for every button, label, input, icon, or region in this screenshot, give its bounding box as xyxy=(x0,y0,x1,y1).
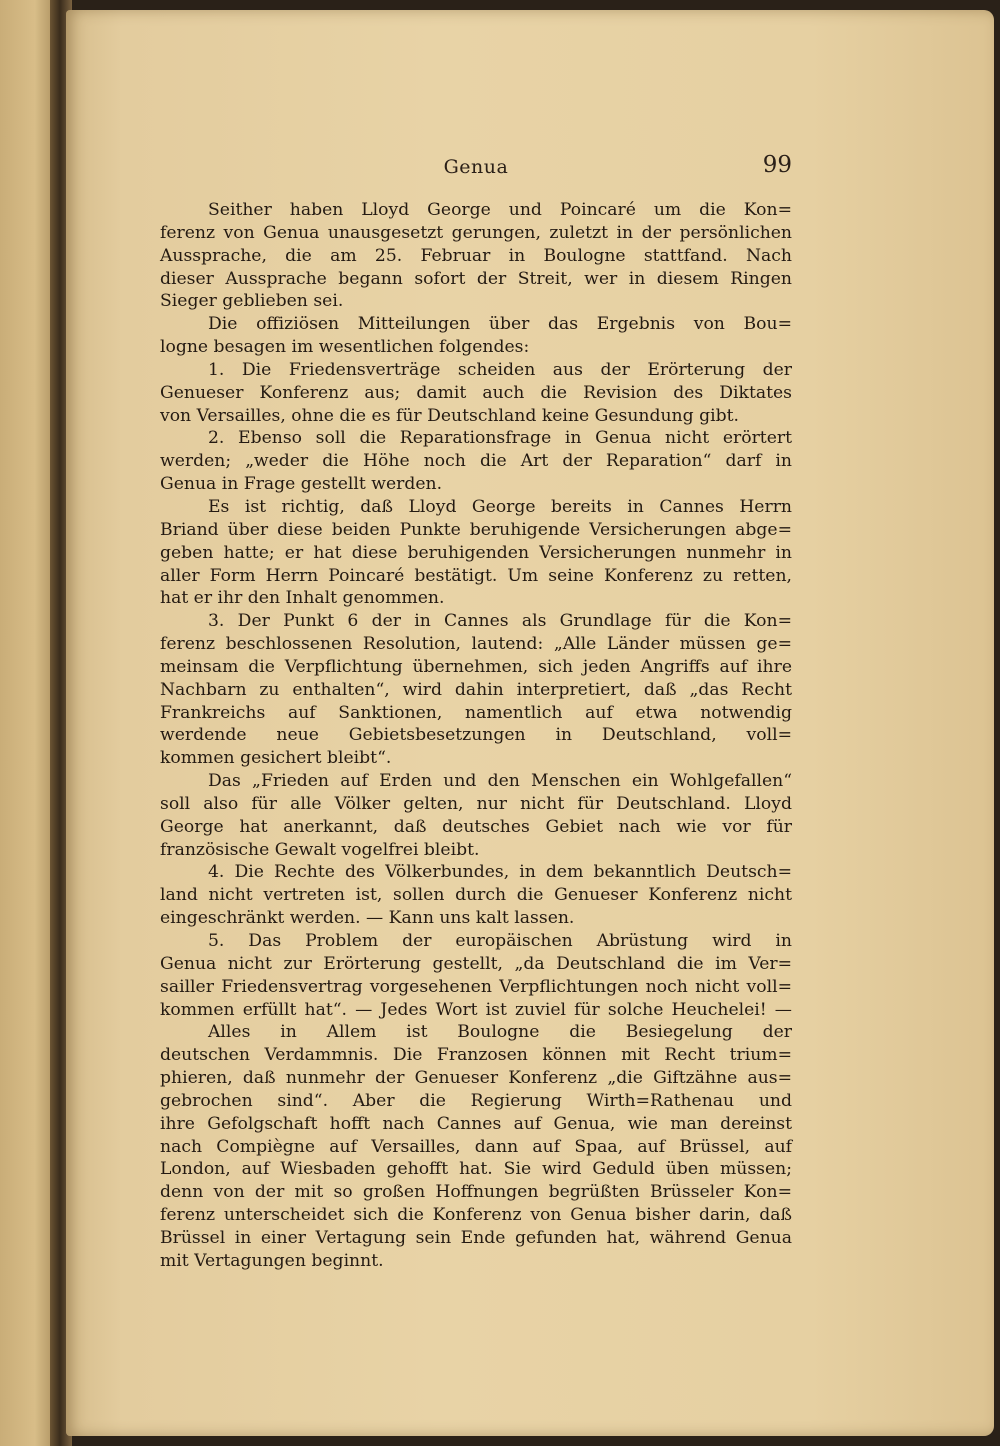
text-line: denn von der mit so großen Hoffnungen begrüßten Brüsseler Kon= xyxy=(160,1182,792,1203)
text-line: Brüssel in einer Vertagung sein Ende gefunden hat, während Genua xyxy=(160,1227,792,1248)
text-line: sailler Friedensvertrag vorgesehenen Verpflichtungen noch nicht voll= xyxy=(160,976,792,997)
text-line: logne besagen im wesentlichen folgendes: xyxy=(160,337,530,358)
text-line: meinsam die Verpflichtung übernehmen, sich jeden Angriffs auf ihre xyxy=(160,656,792,677)
text-line: ihre Gefolgschaft hofft nach Cannes auf Genua, wie man dereinst xyxy=(160,1113,792,1134)
text-line: ferenz von Genua unausgesetzt gerungen, zuletzt in der persönlichen xyxy=(160,222,792,243)
text-line: Genueser Konferenz aus; damit auch die Revision des Diktates xyxy=(160,382,792,403)
text-line: Es ist richtig, daß Lloyd George bereits in Cannes Herrn xyxy=(208,496,792,517)
text-line: mit Vertagungen beginnt. xyxy=(160,1250,384,1271)
text-line: phieren, daß nunmehr der Genueser Konferenz „die Giftzähne aus= xyxy=(160,1068,792,1089)
text-line: Das „Frieden auf Erden und den Menschen ein Wohlgefallen“ xyxy=(208,771,792,792)
text-line: Nachbarn zu enthalten“, wird dahin interpretiert, daß „das Recht xyxy=(160,679,792,700)
text-line: werdende neue Gebietsbesetzungen in Deutschland, voll= xyxy=(160,725,792,746)
text-line: Alles in Allem ist Boulogne die Besiegelung der xyxy=(208,1022,792,1043)
page-header xyxy=(160,152,792,182)
text-line: Aussprache, die am 25. Februar in Boulogne stattfand. Nach xyxy=(160,245,792,266)
running-title: Genua xyxy=(443,156,509,178)
text-line: gebrochen sind“. Aber die Regierung Wirth=Rathenau und xyxy=(160,1090,792,1111)
text-line: Sieger geblieben sei. xyxy=(160,291,344,312)
text-line: eingeschränkt werden. — Kann uns kalt lassen. xyxy=(160,908,575,929)
text-line: London, auf Wiesbaden gehofft hat. Sie wird Geduld üben müssen; xyxy=(160,1159,792,1180)
text-line: von Versailles, ohne die es für Deutschland keine Gesundung gibt. xyxy=(160,405,739,426)
text-line: Genua in Frage gestellt werden. xyxy=(160,474,443,495)
text-line: Die offiziösen Mitteilungen über das Ergebnis von Bou= xyxy=(208,314,792,335)
text-line: französische Gewalt vogelfrei bleibt. xyxy=(160,839,480,860)
text-line: werden; „weder die Höhe noch die Art der Reparation“ darf in xyxy=(160,451,792,472)
text-line: soll also für alle Völker gelten, nur nicht für Deutschland. Lloyd xyxy=(160,793,792,814)
text-line: 3. Der Punkt 6 der in Cannes als Grundlage für die Kon= xyxy=(208,611,792,632)
text-line: geben hatte; er hat diese beruhigenden Versicherungen nunmehr in xyxy=(160,542,792,563)
text-line: 4. Die Rechte des Völkerbundes, in dem bekanntlich Deutsch= xyxy=(208,862,792,883)
text-line: Briand über diese beiden Punkte beruhigende Versicherungen abge= xyxy=(160,519,792,540)
text-line: dieser Aussprache begann sofort der Streit, wer in diesem Ringen xyxy=(160,268,792,289)
text-line: land nicht vertreten ist, sollen durch die Genueser Konferenz nicht xyxy=(160,885,792,906)
text-line: Genua nicht zur Erörterung gestellt, „da Deutschland die im Ver= xyxy=(160,953,792,974)
text-line: nach Compiègne auf Versailles, dann auf Spaa, auf Brüssel, auf xyxy=(160,1136,792,1157)
text-line: Seither haben Lloyd George und Poincaré um die Kon= xyxy=(208,200,792,220)
text-line: deutschen Verdammnis. Die Franzosen können mit Recht trium= xyxy=(160,1045,792,1066)
body-text xyxy=(160,199,792,1273)
text-line: 2. Ebenso soll die Reparationsfrage in Genua nicht erörtert xyxy=(208,428,792,449)
text-line: hat er ihr den Inhalt genommen. xyxy=(160,588,445,609)
page-number: 99 xyxy=(762,152,792,178)
text-line: kommen erfüllt hat“. — Jedes Wort ist zuviel für solche Heuchelei! — xyxy=(160,999,792,1020)
text-line: George hat anerkannt, daß deutsches Gebiet nach wie vor für xyxy=(160,816,792,837)
text-line: aller Form Herrn Poincaré bestätigt. Um seine Konferenz zu retten, xyxy=(160,565,792,586)
text-line: Frankreichs auf Sanktionen, namentlich auf etwa notwendig xyxy=(160,702,792,723)
text-line: 5. Das Problem der europäischen Abrüstung wird in xyxy=(208,931,792,951)
text-line: ferenz beschlossenen Resolution, lautend: „Alle Länder müssen ge= xyxy=(160,634,792,655)
text-line: ferenz unterscheidet sich die Konferenz von Genua bisher darin, daß xyxy=(160,1205,792,1226)
text-line: 1. Die Friedensverträge scheiden aus der Erörterung der xyxy=(208,359,792,380)
text-line: kommen gesichert bleibt“. xyxy=(160,748,392,769)
